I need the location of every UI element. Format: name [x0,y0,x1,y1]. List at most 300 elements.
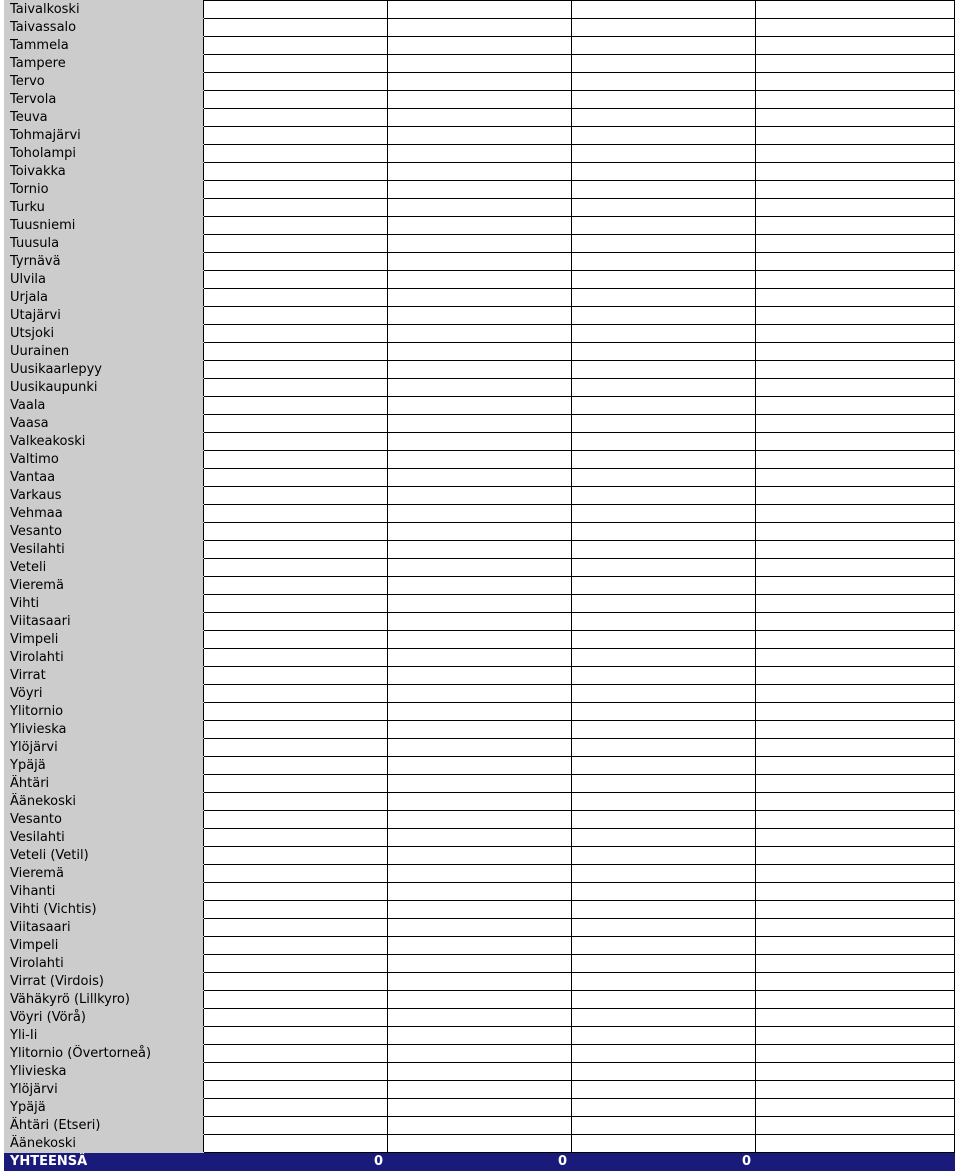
value-cell[interactable] [388,649,572,667]
value-cell[interactable] [204,433,388,451]
value-cell[interactable] [204,253,388,271]
value-cell[interactable] [756,1045,955,1063]
value-cell[interactable] [204,1099,388,1117]
value-cell[interactable] [572,379,756,397]
value-cell[interactable] [204,703,388,721]
value-cell[interactable] [204,325,388,343]
value-cell[interactable] [756,469,955,487]
value-cell[interactable] [572,73,756,91]
value-cell[interactable] [572,487,756,505]
value-cell[interactable] [204,1081,388,1099]
table-row [5,1009,955,1027]
value-cell[interactable] [572,289,756,307]
value-cell[interactable] [572,235,756,253]
value-cell[interactable] [204,739,388,757]
value-cell[interactable] [388,811,572,829]
municipality-name: Tornio [5,181,204,199]
value-cell[interactable] [572,667,756,685]
table-row [5,451,955,469]
value-cell[interactable] [388,1,572,19]
value-cell[interactable] [388,1117,572,1135]
value-cell[interactable] [388,775,572,793]
table-row [5,379,955,397]
value-cell[interactable] [388,163,572,181]
value-cell[interactable] [756,667,955,685]
value-cell[interactable] [756,235,955,253]
value-cell[interactable] [756,541,955,559]
value-cell[interactable] [388,1063,572,1081]
value-cell[interactable] [572,739,756,757]
value-cell[interactable] [572,559,756,577]
value-cell[interactable] [204,73,388,91]
table-row [5,469,955,487]
value-cell[interactable] [388,361,572,379]
municipality-name: Taivalkoski [5,1,204,19]
value-cell[interactable] [388,505,572,523]
value-cell[interactable] [204,757,388,775]
value-cell[interactable] [756,829,955,847]
value-cell[interactable] [572,343,756,361]
value-cell[interactable] [388,235,572,253]
value-cell[interactable] [204,487,388,505]
table-row [5,289,955,307]
value-cell[interactable] [572,865,756,883]
value-cell[interactable] [204,793,388,811]
value-cell[interactable] [388,379,572,397]
total-value-1[interactable]: 0 [204,1153,388,1171]
value-cell[interactable] [388,595,572,613]
value-cell[interactable] [388,757,572,775]
value-cell[interactable] [388,1027,572,1045]
municipality-name: Ähtäri (Etseri) [5,1117,204,1135]
value-cell[interactable] [756,361,955,379]
value-cell[interactable] [572,1009,756,1027]
value-cell[interactable] [388,865,572,883]
value-cell[interactable] [204,685,388,703]
value-cell[interactable] [204,541,388,559]
value-cell[interactable] [756,631,955,649]
value-cell[interactable] [572,829,756,847]
table-row [5,595,955,613]
municipality-name: Tuusula [5,235,204,253]
value-cell[interactable] [388,127,572,145]
value-cell[interactable] [204,163,388,181]
table-row [5,577,955,595]
table-row [5,145,955,163]
value-cell[interactable] [204,775,388,793]
value-cell[interactable] [756,1027,955,1045]
value-cell[interactable] [756,559,955,577]
municipality-name: Teuva [5,109,204,127]
value-cell[interactable] [572,271,756,289]
value-cell[interactable] [388,793,572,811]
value-cell[interactable] [756,163,955,181]
value-cell[interactable] [756,721,955,739]
value-cell[interactable] [572,703,756,721]
value-cell[interactable] [756,397,955,415]
value-cell[interactable] [756,289,955,307]
value-cell[interactable] [388,883,572,901]
value-cell[interactable] [388,343,572,361]
value-cell[interactable] [388,19,572,37]
value-cell[interactable] [204,451,388,469]
value-cell[interactable] [388,397,572,415]
value-cell[interactable] [388,739,572,757]
value-cell[interactable] [388,37,572,55]
value-cell[interactable] [572,1081,756,1099]
value-cell[interactable] [572,919,756,937]
municipality-name: Äänekoski [5,793,204,811]
value-cell[interactable] [756,1081,955,1099]
municipality-name: Turku [5,199,204,217]
value-cell[interactable] [388,685,572,703]
value-cell[interactable] [572,361,756,379]
value-cell[interactable] [388,307,572,325]
municipality-name: Ylivieska [5,721,204,739]
value-cell[interactable] [388,1135,572,1153]
value-cell[interactable] [204,991,388,1009]
value-cell[interactable] [572,217,756,235]
value-cell[interactable] [204,235,388,253]
value-cell[interactable] [756,91,955,109]
value-cell[interactable] [204,1009,388,1027]
value-cell[interactable] [572,955,756,973]
value-cell[interactable] [204,55,388,73]
value-cell[interactable] [756,253,955,271]
value-cell[interactable] [756,973,955,991]
value-cell[interactable] [204,181,388,199]
value-cell[interactable] [204,937,388,955]
value-cell[interactable] [756,1117,955,1135]
value-cell[interactable] [204,883,388,901]
municipality-name: Urjala [5,289,204,307]
value-cell[interactable] [756,217,955,235]
value-cell[interactable] [572,595,756,613]
municipality-name: Veteli [5,559,204,577]
value-cell[interactable] [756,703,955,721]
value-cell[interactable] [388,91,572,109]
value-cell[interactable] [204,199,388,217]
value-cell[interactable] [572,253,756,271]
value-cell[interactable] [756,505,955,523]
value-cell[interactable] [756,1,955,19]
value-cell[interactable] [756,145,955,163]
value-cell[interactable] [204,289,388,307]
value-cell[interactable] [572,649,756,667]
table-row [5,631,955,649]
value-cell[interactable] [204,1027,388,1045]
table-row [5,253,955,271]
total-value-4[interactable] [756,1153,955,1171]
value-cell[interactable] [388,991,572,1009]
table-row [5,1117,955,1135]
value-cell[interactable] [388,667,572,685]
value-cell[interactable] [572,1117,756,1135]
table-row [5,397,955,415]
total-value-3[interactable]: 0 [572,1153,756,1171]
value-cell[interactable] [756,901,955,919]
value-cell[interactable] [756,649,955,667]
value-cell[interactable] [572,505,756,523]
value-cell[interactable] [756,577,955,595]
value-cell[interactable] [204,829,388,847]
value-cell[interactable] [388,703,572,721]
value-cell[interactable] [756,919,955,937]
municipality-name: Viitasaari [5,919,204,937]
value-cell[interactable] [204,649,388,667]
value-cell[interactable] [204,469,388,487]
value-cell[interactable] [756,739,955,757]
value-cell[interactable] [388,613,572,631]
value-cell[interactable] [388,847,572,865]
value-cell[interactable] [204,577,388,595]
value-cell[interactable] [204,559,388,577]
value-cell[interactable] [204,811,388,829]
table-row [5,847,955,865]
value-cell[interactable] [572,937,756,955]
table-row [5,55,955,73]
value-cell[interactable] [388,973,572,991]
value-cell[interactable] [388,325,572,343]
value-cell[interactable] [204,919,388,937]
municipality-name: Vihanti [5,883,204,901]
value-cell[interactable] [756,181,955,199]
municipality-name: Ylitornio [5,703,204,721]
value-cell[interactable] [572,991,756,1009]
value-cell[interactable] [572,19,756,37]
total-value-2[interactable]: 0 [388,1153,572,1171]
municipality-name: Ylivieska [5,1063,204,1081]
value-cell[interactable] [204,145,388,163]
value-cell[interactable] [756,433,955,451]
value-cell[interactable] [388,181,572,199]
value-cell[interactable] [572,523,756,541]
value-cell[interactable] [572,613,756,631]
value-cell[interactable] [572,577,756,595]
value-cell[interactable] [204,523,388,541]
value-cell[interactable] [388,559,572,577]
municipality-name: Tohmajärvi [5,127,204,145]
value-cell[interactable] [572,847,756,865]
value-cell[interactable] [572,415,756,433]
value-cell[interactable] [572,181,756,199]
value-cell[interactable] [756,1099,955,1117]
value-cell[interactable] [388,145,572,163]
value-cell[interactable] [572,1,756,19]
value-cell[interactable] [388,253,572,271]
value-cell[interactable] [756,55,955,73]
value-cell[interactable] [204,19,388,37]
value-cell[interactable] [572,901,756,919]
value-cell[interactable] [572,451,756,469]
value-cell[interactable] [204,667,388,685]
value-cell[interactable] [204,1117,388,1135]
value-cell[interactable] [204,415,388,433]
value-cell[interactable] [388,73,572,91]
value-cell[interactable] [388,469,572,487]
value-cell[interactable] [204,973,388,991]
value-cell[interactable] [388,271,572,289]
value-cell[interactable] [388,631,572,649]
value-cell[interactable] [388,577,572,595]
value-cell[interactable] [756,955,955,973]
value-cell[interactable] [204,91,388,109]
value-cell[interactable] [204,505,388,523]
value-cell[interactable] [388,55,572,73]
value-cell[interactable] [756,451,955,469]
value-cell[interactable] [756,523,955,541]
municipality-name: Virrat (Virdois) [5,973,204,991]
value-cell[interactable] [756,793,955,811]
value-cell[interactable] [756,811,955,829]
value-cell[interactable] [572,793,756,811]
value-cell[interactable] [572,541,756,559]
value-cell[interactable] [572,685,756,703]
municipality-name: Ähtäri [5,775,204,793]
value-cell[interactable] [572,1045,756,1063]
value-cell[interactable] [572,757,756,775]
table-row [5,649,955,667]
value-cell[interactable] [756,343,955,361]
value-cell[interactable] [204,1135,388,1153]
value-cell[interactable] [572,91,756,109]
value-cell[interactable] [756,199,955,217]
value-cell[interactable] [572,325,756,343]
value-cell[interactable] [572,109,756,127]
value-cell[interactable] [756,127,955,145]
value-cell[interactable] [756,595,955,613]
municipality-name: Vimpeli [5,631,204,649]
value-cell[interactable] [388,829,572,847]
value-cell[interactable] [388,721,572,739]
value-cell[interactable] [756,415,955,433]
value-cell[interactable] [388,955,572,973]
value-cell[interactable] [572,199,756,217]
value-cell[interactable] [756,37,955,55]
value-cell[interactable] [572,1063,756,1081]
value-cell[interactable] [388,433,572,451]
value-cell[interactable] [572,469,756,487]
value-cell[interactable] [204,361,388,379]
value-cell[interactable] [204,1063,388,1081]
value-cell[interactable] [388,109,572,127]
value-cell[interactable] [388,289,572,307]
value-cell[interactable] [204,217,388,235]
value-cell[interactable] [204,901,388,919]
value-cell[interactable] [572,883,756,901]
value-cell[interactable] [756,1063,955,1081]
table-row [5,667,955,685]
value-cell[interactable] [204,37,388,55]
value-cell[interactable] [388,451,572,469]
value-cell[interactable] [756,847,955,865]
value-cell[interactable] [388,1099,572,1117]
value-cell[interactable] [204,1,388,19]
value-cell[interactable] [756,379,955,397]
table-row [5,505,955,523]
value-cell[interactable] [756,19,955,37]
value-cell[interactable] [572,1027,756,1045]
value-cell[interactable] [204,595,388,613]
value-cell[interactable] [756,325,955,343]
value-cell[interactable] [756,1135,955,1153]
value-cell[interactable] [204,955,388,973]
value-cell[interactable] [756,757,955,775]
value-cell[interactable] [756,271,955,289]
value-cell[interactable] [572,163,756,181]
value-cell[interactable] [388,937,572,955]
total-label: YHTEENSÄ [5,1153,204,1171]
value-cell[interactable] [204,397,388,415]
value-cell[interactable] [756,613,955,631]
value-cell[interactable] [756,487,955,505]
value-cell[interactable] [388,217,572,235]
value-cell[interactable] [756,883,955,901]
value-cell[interactable] [388,1045,572,1063]
value-cell[interactable] [204,865,388,883]
value-cell[interactable] [204,631,388,649]
value-cell[interactable] [572,397,756,415]
value-cell[interactable] [204,127,388,145]
value-cell[interactable] [572,307,756,325]
value-cell[interactable] [204,271,388,289]
value-cell[interactable] [572,973,756,991]
value-cell[interactable] [756,991,955,1009]
value-cell[interactable] [204,109,388,127]
value-cell[interactable] [756,307,955,325]
value-cell[interactable] [572,721,756,739]
value-cell[interactable] [572,145,756,163]
value-cell[interactable] [388,541,572,559]
value-cell[interactable] [572,775,756,793]
value-cell[interactable] [204,307,388,325]
municipality-name: Vesanto [5,523,204,541]
value-cell[interactable] [756,937,955,955]
table-row [5,91,955,109]
value-cell[interactable] [388,1009,572,1027]
value-cell[interactable] [204,343,388,361]
value-cell[interactable] [388,901,572,919]
value-cell[interactable] [572,1099,756,1117]
value-cell[interactable] [572,37,756,55]
value-cell[interactable] [572,127,756,145]
value-cell[interactable] [756,685,955,703]
value-cell[interactable] [756,109,955,127]
value-cell[interactable] [572,433,756,451]
value-cell[interactable] [388,1081,572,1099]
value-cell[interactable] [388,199,572,217]
value-cell[interactable] [204,721,388,739]
value-cell[interactable] [572,631,756,649]
value-cell[interactable] [572,811,756,829]
value-cell[interactable] [388,415,572,433]
value-cell[interactable] [756,73,955,91]
value-cell[interactable] [204,1045,388,1063]
table-row [5,1063,955,1081]
value-cell[interactable] [756,775,955,793]
value-cell[interactable] [572,55,756,73]
value-cell[interactable] [572,1135,756,1153]
value-cell[interactable] [388,487,572,505]
value-cell[interactable] [204,847,388,865]
value-cell[interactable] [388,919,572,937]
municipality-name: Äänekoski [5,1135,204,1153]
value-cell[interactable] [204,613,388,631]
value-cell[interactable] [388,523,572,541]
value-cell[interactable] [204,379,388,397]
value-cell[interactable] [756,865,955,883]
value-cell[interactable] [756,1009,955,1027]
